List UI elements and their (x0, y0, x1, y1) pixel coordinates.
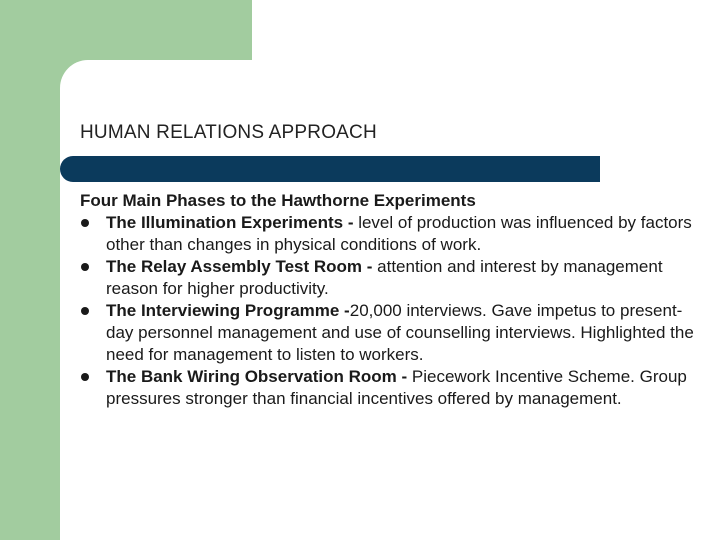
bullet-icon (81, 219, 89, 227)
bullet-term: The Illumination Experiments - (106, 213, 359, 232)
bullet-text: level of production was influenced by factors other than changes in physical conditions of work. (106, 213, 692, 254)
bullet-icon (81, 307, 89, 315)
title-underline-bar (60, 156, 600, 182)
bullet-icon (81, 373, 89, 381)
slide-content (80, 190, 700, 410)
bullet-text: Piecework Incentive Scheme. Group pressures stronger than financial incentives offered by management. (106, 367, 687, 408)
bullet-text: attention and interest by management reason for higher productivity. (106, 257, 663, 298)
list-item (80, 366, 700, 410)
bullet-icon (81, 263, 89, 271)
decorative-green-sidebar (0, 0, 60, 540)
bullet-list (80, 212, 700, 410)
bullet-term: The Relay Assembly Test Room - (106, 257, 378, 276)
list-item (80, 256, 700, 300)
slide-title: HUMAN RELATIONS APPROACH (80, 122, 377, 143)
bullet-term: The Bank Wiring Observation Room - (106, 367, 412, 386)
list-item (80, 300, 700, 366)
subheading: Four Main Phases to the Hawthorne Experiments (80, 191, 476, 210)
bullet-text: 20,000 interviews. Gave impetus to present-day personnel management and use of counselling interviews. Highlighted the need for management to listen to workers. (106, 301, 694, 364)
list-item (80, 212, 700, 256)
bullet-term: The Interviewing Programme - (106, 301, 350, 320)
